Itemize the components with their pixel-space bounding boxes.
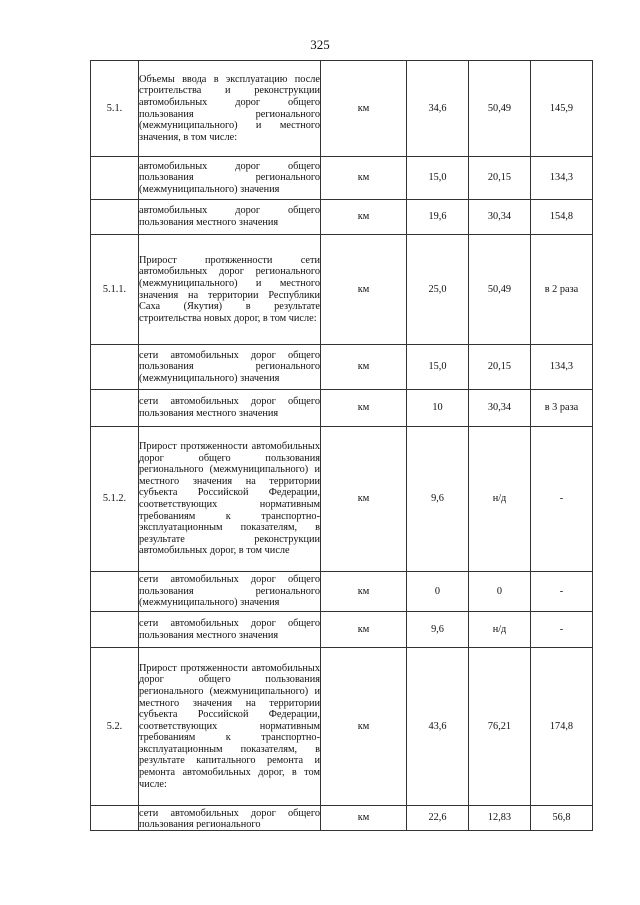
indicator-description: Прирост протяженности сети автомобильных дорог регионального (межмуниципального) и местного значения на территории Республики Саха (Якутия) в результате строительства новых дорог, в том числе: xyxy=(139,235,321,345)
unit-cell: км xyxy=(321,806,407,831)
row-number-cell: 5.1.1. xyxy=(91,235,139,345)
value-cell-1: 9,6 xyxy=(407,612,469,648)
unit-cell: км xyxy=(321,648,407,806)
value-cell-1: 19,6 xyxy=(407,200,469,235)
value-cell-2: 76,21 xyxy=(469,648,531,806)
value-cell-3: в 2 раза xyxy=(531,235,593,345)
value-cell-3: 145,9 xyxy=(531,61,593,157)
indicator-description-text: сети автомобильных дорог общего пользования регионального xyxy=(139,807,320,829)
row-number-cell: 5.1. xyxy=(91,61,139,157)
table-row xyxy=(91,572,593,612)
indicators-table xyxy=(90,60,593,831)
table-row xyxy=(91,157,593,200)
value-cell-1: 43,6 xyxy=(407,648,469,806)
row-number-cell xyxy=(91,390,139,427)
row-number-cell xyxy=(91,200,139,235)
value-cell-2: 50,49 xyxy=(469,235,531,345)
unit-cell: км xyxy=(321,235,407,345)
value-cell-3: 134,3 xyxy=(531,345,593,390)
table-row xyxy=(91,806,593,831)
row-number-cell: 5.2. xyxy=(91,648,139,806)
table-row xyxy=(91,612,593,648)
value-cell-1: 22,6 xyxy=(407,806,469,831)
value-cell-3: 154,8 xyxy=(531,200,593,235)
indicator-description: сети автомобильных дорог общего пользования местного значения xyxy=(139,612,321,648)
indicator-description xyxy=(139,806,321,831)
value-cell-2: 20,15 xyxy=(469,157,531,200)
indicator-description: сети автомобильных дорог общего пользования местного значения xyxy=(139,390,321,427)
indicator-description: сети автомобильных дорог общего пользования регионального (межмуниципального) значения xyxy=(139,345,321,390)
indicator-description: Объемы ввода в эксплуатацию после строительства и реконструкции автомобильных дорог общего пользования регионального (межмуниципального) и местного значения, в том числе: xyxy=(139,61,321,157)
table-row xyxy=(91,648,593,806)
table-row xyxy=(91,61,593,157)
value-cell-2: 20,15 xyxy=(469,345,531,390)
value-cell-1: 15,0 xyxy=(407,157,469,200)
value-cell-1: 9,6 xyxy=(407,427,469,572)
value-cell-2: 12,83 xyxy=(469,806,531,831)
unit-cell: км xyxy=(321,612,407,648)
value-cell-1: 15,0 xyxy=(407,345,469,390)
value-cell-1: 10 xyxy=(407,390,469,427)
indicator-description: Прирост протяженности автомобильных дорог общего пользования регионального (межмуниципального) и местного значения на территории субъекта Российской Федерации, соответствующих нормативным требованиям к транспортно-эксплуатационным показателям, в результате реконструкции автомобильных дорог, в том числе xyxy=(139,427,321,572)
value-cell-2: н/д xyxy=(469,612,531,648)
table-row xyxy=(91,390,593,427)
unit-cell: км xyxy=(321,61,407,157)
table-row xyxy=(91,200,593,235)
value-cell-3: 134,3 xyxy=(531,157,593,200)
unit-cell: км xyxy=(321,345,407,390)
value-cell-3: 174,8 xyxy=(531,648,593,806)
row-number-cell xyxy=(91,157,139,200)
indicator-description: автомобильных дорог общего пользования регионального (межмуниципального) значения xyxy=(139,157,321,200)
indicator-description: сети автомобильных дорог общего пользования регионального (межмуниципального) значения xyxy=(139,572,321,612)
row-number-cell xyxy=(91,572,139,612)
row-number-cell: 5.1.2. xyxy=(91,427,139,572)
row-number-cell xyxy=(91,345,139,390)
page-number: 325 xyxy=(310,37,330,52)
table-row xyxy=(91,235,593,345)
unit-cell: км xyxy=(321,427,407,572)
row-number-cell xyxy=(91,612,139,648)
row-number-cell xyxy=(91,806,139,831)
value-cell-2: 0 xyxy=(469,572,531,612)
value-cell-2: н/д xyxy=(469,427,531,572)
indicator-description: Прирост протяженности автомобильных дорог общего пользования регионального (межмуниципального) и местного значения на территории субъекта Российской Федерации, соответствующих нормативным требованиям к транспортно-эксплуатационным показателям, в результате капитального ремонта и ремонта автомобильных дорог, в том числе: xyxy=(139,648,321,806)
unit-cell: км xyxy=(321,390,407,427)
unit-cell: км xyxy=(321,157,407,200)
value-cell-3: - xyxy=(531,572,593,612)
value-cell-1: 34,6 xyxy=(407,61,469,157)
value-cell-1: 0 xyxy=(407,572,469,612)
unit-cell: км xyxy=(321,572,407,612)
value-cell-3: 56,8 xyxy=(531,806,593,831)
value-cell-2: 30,34 xyxy=(469,200,531,235)
value-cell-3: - xyxy=(531,612,593,648)
value-cell-2: 30,34 xyxy=(469,390,531,427)
value-cell-3: - xyxy=(531,427,593,572)
value-cell-2: 50,49 xyxy=(469,61,531,157)
table-row xyxy=(91,345,593,390)
value-cell-3: в 3 раза xyxy=(531,390,593,427)
unit-cell: км xyxy=(321,200,407,235)
indicator-description: автомобильных дорог общего пользования местного значения xyxy=(139,200,321,235)
table-row xyxy=(91,427,593,572)
value-cell-1: 25,0 xyxy=(407,235,469,345)
